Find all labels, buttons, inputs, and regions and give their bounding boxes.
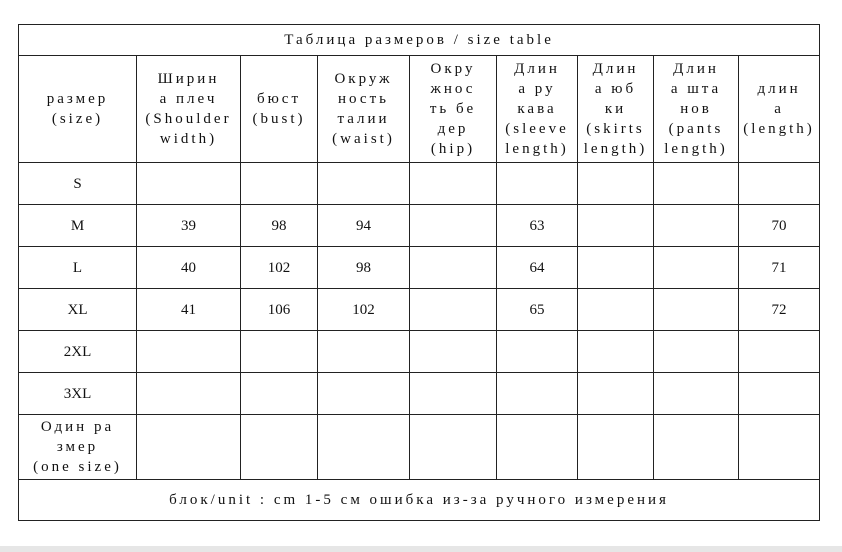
skirt-cell [578, 163, 654, 205]
footer-row [19, 480, 820, 521]
bust-cell: 102 [241, 247, 318, 289]
skirt-cell [578, 247, 654, 289]
table-row [19, 205, 820, 247]
waist-cell [318, 163, 410, 205]
length-cell [739, 373, 820, 415]
sleeve-cell: 65 [497, 289, 578, 331]
skirt-cell [578, 205, 654, 247]
pants-cell [654, 415, 739, 480]
size-cell: 2XL [19, 331, 137, 373]
header-bust-label: бюст (bust) [252, 91, 306, 127]
header-pants-length-label: Длин а шта нов (pants length) [664, 61, 728, 157]
skirt-cell [578, 415, 654, 480]
table-row [19, 163, 820, 205]
header-row [19, 56, 820, 163]
size-cell: XL [19, 289, 137, 331]
sleeve-cell [497, 163, 578, 205]
header-shoulder-width-label: Ширин а плеч (Shoulder width) [145, 71, 232, 147]
shoulder-cell [137, 373, 241, 415]
table-row [19, 247, 820, 289]
pants-cell [654, 163, 739, 205]
header-size-label: размер (size) [46, 91, 109, 127]
bust-cell [241, 331, 318, 373]
size-cell: L [19, 247, 137, 289]
header-size [19, 56, 137, 163]
length-cell: 72 [739, 289, 820, 331]
sleeve-cell [497, 331, 578, 373]
one-size-label: Один ра змер (one size) [33, 419, 122, 475]
pants-cell [654, 247, 739, 289]
skirt-cell [578, 373, 654, 415]
shoulder-cell: 39 [137, 205, 241, 247]
length-cell [739, 163, 820, 205]
table-row [19, 415, 820, 480]
hip-cell [410, 373, 497, 415]
sleeve-cell [497, 415, 578, 480]
skirt-cell [578, 331, 654, 373]
unit-note: блок/unit : cm 1-5 см ошибка из-за ручного измерения [19, 480, 820, 521]
length-cell [739, 331, 820, 373]
header-pants-length [654, 56, 739, 163]
header-hip-label: Окру жнос ть бе дер (hip) [429, 61, 477, 157]
size-cell: 3XL [19, 373, 137, 415]
header-sleeve-length [497, 56, 578, 163]
header-skirts-length-label: Длин а юб ки (skirts length) [583, 61, 648, 157]
header-skirts-length [578, 56, 654, 163]
header-length [739, 56, 820, 163]
size-cell [19, 415, 137, 480]
bottom-strip [0, 546, 842, 552]
waist-cell [318, 331, 410, 373]
pants-cell [654, 289, 739, 331]
waist-cell: 98 [318, 247, 410, 289]
hip-cell [410, 331, 497, 373]
size-cell: S [19, 163, 137, 205]
size-table [18, 24, 820, 521]
length-cell: 70 [739, 205, 820, 247]
sleeve-cell: 63 [497, 205, 578, 247]
hip-cell [410, 205, 497, 247]
shoulder-cell [137, 331, 241, 373]
hip-cell [410, 163, 497, 205]
hip-cell [410, 415, 497, 480]
header-hip [410, 56, 497, 163]
table-title: Таблица размеров / size table [19, 25, 820, 56]
header-bust [241, 56, 318, 163]
header-waist [318, 56, 410, 163]
bust-cell [241, 163, 318, 205]
header-waist-label: Окруж ность талии (waist) [332, 71, 395, 147]
pants-cell [654, 331, 739, 373]
header-sleeve-length-label: Длин а ру кава (sleeve length) [505, 61, 569, 157]
bust-cell: 106 [241, 289, 318, 331]
size-cell: M [19, 205, 137, 247]
bust-cell: 98 [241, 205, 318, 247]
shoulder-cell: 41 [137, 289, 241, 331]
title-row [19, 25, 820, 56]
shoulder-cell: 40 [137, 247, 241, 289]
hip-cell [410, 247, 497, 289]
size-chart [18, 24, 819, 528]
table-row [19, 373, 820, 415]
shoulder-cell [137, 415, 241, 480]
sleeve-cell [497, 373, 578, 415]
table-row [19, 289, 820, 331]
bust-cell [241, 373, 318, 415]
waist-cell [318, 415, 410, 480]
waist-cell [318, 373, 410, 415]
hip-cell [410, 289, 497, 331]
header-length-label: длин а (length) [743, 81, 815, 137]
shoulder-cell [137, 163, 241, 205]
skirt-cell [578, 289, 654, 331]
bust-cell [241, 415, 318, 480]
length-cell [739, 415, 820, 480]
header-shoulder-width [137, 56, 241, 163]
waist-cell: 102 [318, 289, 410, 331]
waist-cell: 94 [318, 205, 410, 247]
pants-cell [654, 205, 739, 247]
table-row [19, 331, 820, 373]
sleeve-cell: 64 [497, 247, 578, 289]
length-cell: 71 [739, 247, 820, 289]
pants-cell [654, 373, 739, 415]
